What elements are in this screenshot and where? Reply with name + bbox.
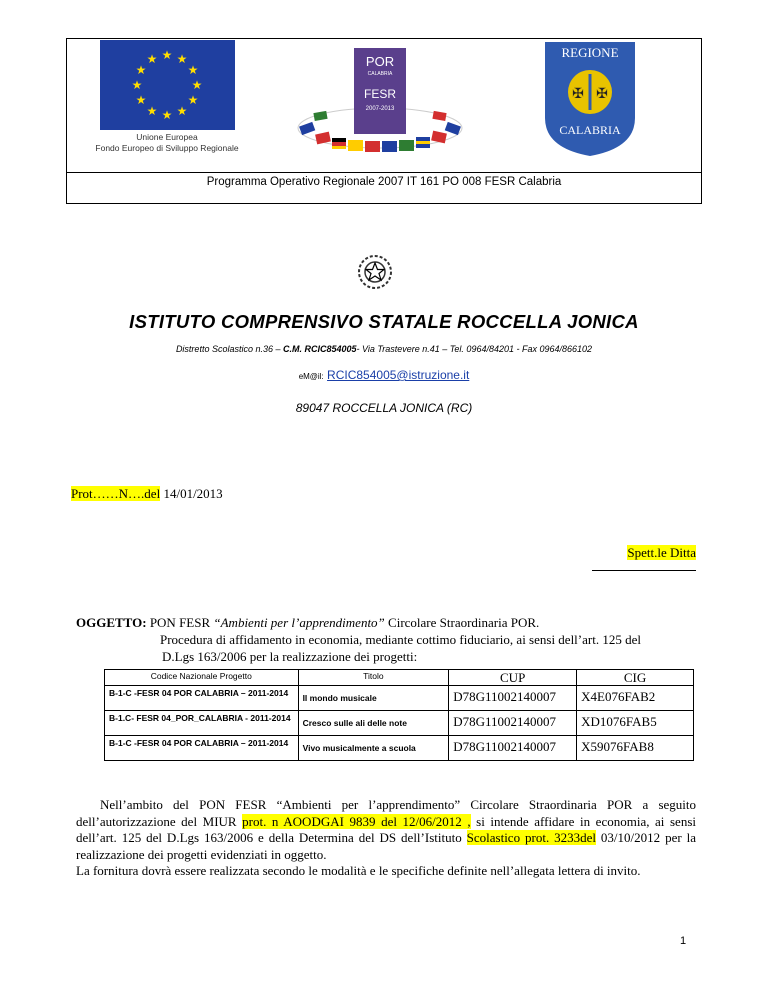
protocol-date: 14/01/2013 [160,486,223,501]
star-icon: ★ [176,103,188,118]
star-icon: ★ [146,52,158,67]
por-calabria-text: CALABRIA [367,71,393,77]
project-cup: D78G11002140007 [449,686,577,711]
project-title: Cresco sulle ali delle note [298,711,449,736]
star-icon: ★ [161,108,173,122]
district-cm: C.M. RCIC854005 [283,344,357,354]
table-row [105,736,694,761]
star-icon: ★ [191,78,203,92]
project-cup: D78G11002140007 [449,711,577,736]
projects-table [104,669,694,761]
body-p1-b: si intende affidare in economia, ai sensi dell’art. 125 del D.Lgs 163/2006 e della Determina del DS dell’Istituto [76,813,696,845]
email-line [0,368,768,382]
star-icon: ★ [135,63,147,77]
star-icon: ★ [161,48,173,62]
subject-italic: “Ambienti per l’apprendimento” [213,615,385,630]
svg-text:✠: ✠ [572,87,584,102]
header-cup: CUP [449,670,577,686]
subject-line3: D.Lgs 163/2006 per la realizzazione dei progetti: [162,649,418,664]
header-title: Titolo [298,670,449,686]
district-line [0,344,768,354]
body-paragraph-2: La fornitura dovrà essere realizzata secondo le modalità e le specifiche definite nell’allegata lettera di invito. [76,863,641,878]
eu-flag-logo [100,40,235,130]
project-title: Il mondo musicale [298,686,449,711]
body-p1-highlight-1: prot. n AOODGAI 9839 del 12/06/2012 , [242,813,471,829]
project-code: B-1.C- FESR 04_POR_CALABRIA - 2011-2014 [105,711,299,736]
district-pre: Distretto Scolastico n.36 – [175,344,281,354]
program-line: Programma Operativo Regionale 2007 IT 161 PO 008 FESR Calabria [206,176,562,188]
school-city: 89047 ROCCELLA JONICA (RC) [295,401,473,415]
subject-label: OGGETTO: [76,615,147,630]
subject-post: Circolare Straordinaria POR. [384,615,540,630]
star-icon: ★ [187,63,199,77]
body-text [76,797,696,880]
period-text: 2007-2013 [365,106,395,112]
eu-caption-line1: Unione Europea [136,132,198,142]
project-code: B-1-C -FESR 04 POR CALABRIA – 2011-2014 [105,736,299,761]
school-name: ISTITUTO COMPRENSIVO STATALE ROCCELLA JONICA [129,311,639,332]
body-p1-c: 03/10/2012 per la realizzazione dei progetti evidenziati in oggetto. [76,830,696,862]
eu-caption-line2: Fondo Europeo di Sviluppo Regionale [95,143,239,153]
email-link[interactable]: RCIC854005@istruzione.it [327,368,470,382]
header-divider [66,172,702,173]
project-cup: D78G11002140007 [449,736,577,761]
italian-republic-emblem-icon [356,253,394,291]
regione-top-text: REGIONE [561,45,619,60]
star-icon: ★ [146,103,158,118]
protocol-line [71,486,223,502]
eu-caption [92,132,242,154]
subject-block [76,614,706,665]
star-icon: ★ [131,78,143,92]
table-header-row [105,670,694,686]
project-cig: XD1076FAB5 [577,711,694,736]
protocol-number: Prot……N….del [71,486,161,501]
project-cig: X4E076FAB2 [577,686,694,711]
subject-pre: PON FESR [146,615,214,630]
star-icon: ★ [135,93,147,107]
subject-line2: Procedura di affidamento in economia, mediante cottimo fiduciario, ai sensi dell’art. 125 del [160,632,641,647]
svg-text:✠: ✠ [596,87,608,102]
star-icon: ★ [176,52,188,67]
body-p1-highlight-2: Scolastico prot. 3233del [466,830,596,845]
recipient-label: Spett.le Ditta [627,545,696,560]
por-fesr-logo [290,40,470,168]
table-row [105,711,694,736]
body-p1-a: Nell’ambito del PON FESR “Ambienti per l’apprendimento” Circolare Straordinaria POR a seguito dell’autorizzazione del MIUR [76,797,696,829]
fesr-text: FESR [363,87,397,101]
star-icon: ★ [187,93,199,107]
email-label: eM@il: [298,372,324,381]
regione-calabria-logo [540,40,640,158]
project-code: B-1-C -FESR 04 POR CALABRIA – 2011-2014 [105,686,299,711]
page-number: 1 [680,935,687,947]
body-paragraph-1 [76,797,696,863]
por-text: POR [365,54,395,69]
project-cig: X59076FAB8 [577,736,694,761]
recipient-underline [592,570,696,571]
recipient [592,545,696,561]
header-code: Codice Nazionale Progetto [105,670,299,686]
regione-bottom-text: CALABRIA [559,123,621,137]
table-row [105,686,694,711]
header-cig: CIG [577,670,694,686]
district-address: - Via Trastevere n.41 – Tel. 0964/84201 - Fax 0964/866102 [356,344,593,354]
project-title: Vivo musicalmente a scuola [298,736,449,761]
